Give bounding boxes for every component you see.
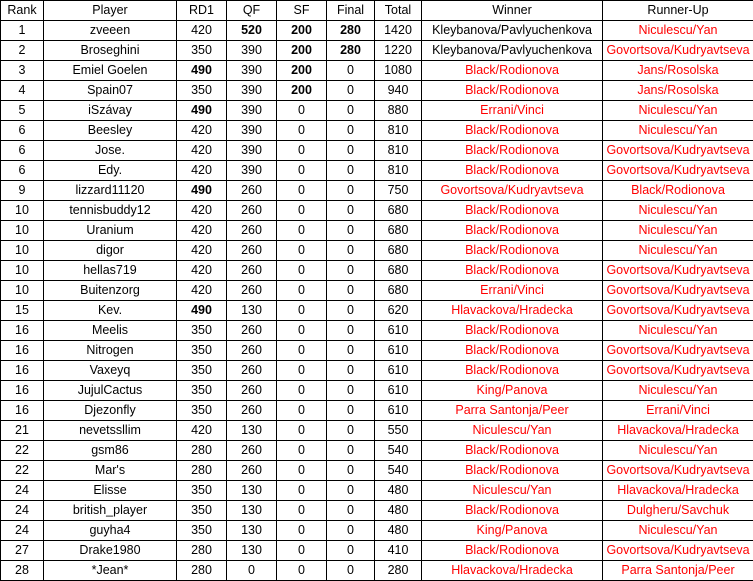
cell-rank: 27 (1, 541, 44, 561)
cell-rank: 6 (1, 161, 44, 181)
cell-final: 0 (327, 421, 375, 441)
cell-final: 0 (327, 561, 375, 581)
cell-final: 0 (327, 261, 375, 281)
cell-rd1: 350 (177, 521, 227, 541)
cell-sf: 0 (277, 301, 327, 321)
cell-player: british_player (44, 501, 177, 521)
cell-total: 680 (375, 261, 422, 281)
cell-final: 0 (327, 241, 375, 261)
cell-winner: Black/Rodionova (422, 541, 603, 561)
cell-final: 0 (327, 461, 375, 481)
cell-qf: 260 (227, 341, 277, 361)
cell-total: 750 (375, 181, 422, 201)
cell-total: 280 (375, 561, 422, 581)
cell-qf: 130 (227, 541, 277, 561)
cell-player: Edy. (44, 161, 177, 181)
cell-qf: 260 (227, 181, 277, 201)
table-row (1, 301, 753, 321)
header-final: Final (327, 1, 375, 21)
cell-sf: 0 (277, 101, 327, 121)
cell-player: Beesley (44, 121, 177, 141)
header-rank: Rank (1, 1, 44, 21)
cell-rd1: 490 (177, 61, 227, 81)
cell-qf: 260 (227, 361, 277, 381)
cell-qf: 0 (227, 561, 277, 581)
cell-qf: 260 (227, 281, 277, 301)
cell-sf: 0 (277, 421, 327, 441)
cell-final: 0 (327, 181, 375, 201)
cell-runner-up: Niculescu/Yan (603, 21, 753, 41)
table-row (1, 441, 753, 461)
cell-sf: 0 (277, 501, 327, 521)
table-row (1, 161, 753, 181)
cell-rd1: 350 (177, 341, 227, 361)
cell-runner-up: Govortsova/Kudryavtseva (603, 261, 753, 281)
table-row (1, 561, 753, 581)
cell-runner-up: Govortsova/Kudryavtseva (603, 141, 753, 161)
cell-rd1: 350 (177, 381, 227, 401)
cell-final: 0 (327, 321, 375, 341)
cell-final: 0 (327, 541, 375, 561)
cell-qf: 390 (227, 101, 277, 121)
cell-total: 1420 (375, 21, 422, 41)
table-row (1, 401, 753, 421)
cell-runner-up: Govortsova/Kudryavtseva (603, 541, 753, 561)
cell-final: 0 (327, 101, 375, 121)
cell-rank: 28 (1, 561, 44, 581)
cell-winner: Black/Rodionova (422, 201, 603, 221)
cell-player: Elisse (44, 481, 177, 501)
cell-runner-up: Niculescu/Yan (603, 381, 753, 401)
cell-rank: 16 (1, 381, 44, 401)
cell-player: tennisbuddy12 (44, 201, 177, 221)
cell-rd1: 280 (177, 441, 227, 461)
cell-qf: 260 (227, 441, 277, 461)
cell-player: Meelis (44, 321, 177, 341)
cell-sf: 200 (277, 61, 327, 81)
cell-rd1: 420 (177, 141, 227, 161)
cell-final: 0 (327, 221, 375, 241)
cell-rank: 24 (1, 501, 44, 521)
cell-player: guyha4 (44, 521, 177, 541)
cell-final: 0 (327, 361, 375, 381)
header-qf: QF (227, 1, 277, 21)
cell-total: 540 (375, 441, 422, 461)
cell-sf: 0 (277, 321, 327, 341)
cell-runner-up: Niculescu/Yan (603, 101, 753, 121)
table-row (1, 341, 753, 361)
cell-winner: Black/Rodionova (422, 261, 603, 281)
table-row (1, 281, 753, 301)
cell-player: lizzard11120 (44, 181, 177, 201)
cell-qf: 520 (227, 21, 277, 41)
cell-runner-up: Govortsova/Kudryavtseva (603, 341, 753, 361)
cell-runner-up: Errani/Vinci (603, 401, 753, 421)
cell-final: 280 (327, 21, 375, 41)
cell-final: 0 (327, 501, 375, 521)
cell-runner-up: Jans/Rosolska (603, 81, 753, 101)
table-row (1, 81, 753, 101)
table-row (1, 101, 753, 121)
table-row (1, 481, 753, 501)
table-row (1, 421, 753, 441)
cell-rank: 10 (1, 221, 44, 241)
cell-rank: 15 (1, 301, 44, 321)
table-row (1, 221, 753, 241)
cell-total: 480 (375, 521, 422, 541)
cell-sf: 0 (277, 201, 327, 221)
cell-player: Buitenzorg (44, 281, 177, 301)
cell-rd1: 350 (177, 321, 227, 341)
cell-winner: Black/Rodionova (422, 221, 603, 241)
table-body (1, 21, 753, 581)
cell-rank: 10 (1, 201, 44, 221)
cell-rd1: 350 (177, 361, 227, 381)
cell-sf: 0 (277, 361, 327, 381)
cell-qf: 260 (227, 201, 277, 221)
cell-winner: Black/Rodionova (422, 461, 603, 481)
cell-rank: 10 (1, 261, 44, 281)
cell-qf: 260 (227, 241, 277, 261)
cell-winner: Niculescu/Yan (422, 481, 603, 501)
cell-player: Nitrogen (44, 341, 177, 361)
cell-qf: 260 (227, 261, 277, 281)
cell-sf: 0 (277, 281, 327, 301)
table-row (1, 381, 753, 401)
cell-total: 410 (375, 541, 422, 561)
cell-runner-up: Hlavackova/Hradecka (603, 481, 753, 501)
cell-total: 1080 (375, 61, 422, 81)
cell-rank: 22 (1, 441, 44, 461)
table-row (1, 201, 753, 221)
cell-runner-up: Niculescu/Yan (603, 521, 753, 541)
cell-total: 620 (375, 301, 422, 321)
cell-total: 680 (375, 241, 422, 261)
cell-winner: Black/Rodionova (422, 161, 603, 181)
cell-final: 0 (327, 61, 375, 81)
cell-player: Vaxeyq (44, 361, 177, 381)
cell-sf: 0 (277, 161, 327, 181)
cell-rd1: 420 (177, 121, 227, 141)
cell-sf: 200 (277, 81, 327, 101)
cell-rank: 4 (1, 81, 44, 101)
table-row (1, 361, 753, 381)
cell-runner-up: Niculescu/Yan (603, 201, 753, 221)
cell-runner-up: Niculescu/Yan (603, 121, 753, 141)
cell-qf: 130 (227, 301, 277, 321)
cell-sf: 0 (277, 461, 327, 481)
header-row (1, 1, 753, 21)
cell-total: 680 (375, 221, 422, 241)
cell-player: Emiel Goelen (44, 61, 177, 81)
cell-rank: 2 (1, 41, 44, 61)
cell-rd1: 350 (177, 41, 227, 61)
cell-total: 610 (375, 401, 422, 421)
cell-rd1: 420 (177, 261, 227, 281)
cell-runner-up: Parra Santonja/Peer (603, 561, 753, 581)
cell-final: 0 (327, 401, 375, 421)
cell-rank: 16 (1, 341, 44, 361)
table-row (1, 121, 753, 141)
cell-winner: Black/Rodionova (422, 81, 603, 101)
header-player: Player (44, 1, 177, 21)
cell-final: 0 (327, 481, 375, 501)
cell-qf: 390 (227, 81, 277, 101)
cell-total: 1220 (375, 41, 422, 61)
cell-final: 0 (327, 161, 375, 181)
cell-sf: 0 (277, 401, 327, 421)
cell-rd1: 420 (177, 221, 227, 241)
table-row (1, 21, 753, 41)
cell-rank: 10 (1, 241, 44, 261)
cell-runner-up: Dulgheru/Savchuk (603, 501, 753, 521)
cell-total: 550 (375, 421, 422, 441)
cell-runner-up: Niculescu/Yan (603, 241, 753, 261)
cell-player: Broseghini (44, 41, 177, 61)
header-sf: SF (277, 1, 327, 21)
cell-sf: 0 (277, 221, 327, 241)
cell-qf: 130 (227, 501, 277, 521)
cell-player: gsm86 (44, 441, 177, 461)
cell-rd1: 490 (177, 301, 227, 321)
cell-qf: 390 (227, 61, 277, 81)
cell-rank: 21 (1, 421, 44, 441)
cell-total: 610 (375, 341, 422, 361)
cell-winner: Black/Rodionova (422, 501, 603, 521)
table-row (1, 501, 753, 521)
cell-final: 0 (327, 301, 375, 321)
cell-runner-up: Govortsova/Kudryavtseva (603, 301, 753, 321)
cell-qf: 130 (227, 521, 277, 541)
cell-runner-up: Govortsova/Kudryavtseva (603, 461, 753, 481)
cell-sf: 200 (277, 21, 327, 41)
cell-total: 680 (375, 281, 422, 301)
cell-final: 0 (327, 341, 375, 361)
cell-winner: Hlavackova/Hradecka (422, 301, 603, 321)
cell-player: zveeen (44, 21, 177, 41)
cell-final: 0 (327, 281, 375, 301)
table-row (1, 461, 753, 481)
cell-sf: 0 (277, 141, 327, 161)
cell-player: Kev. (44, 301, 177, 321)
cell-rd1: 350 (177, 401, 227, 421)
cell-winner: Black/Rodionova (422, 121, 603, 141)
cell-final: 0 (327, 441, 375, 461)
cell-sf: 200 (277, 41, 327, 61)
table-row (1, 321, 753, 341)
cell-sf: 0 (277, 381, 327, 401)
cell-rd1: 420 (177, 161, 227, 181)
cell-final: 0 (327, 521, 375, 541)
cell-runner-up: Niculescu/Yan (603, 321, 753, 341)
cell-winner: Black/Rodionova (422, 361, 603, 381)
cell-total: 610 (375, 381, 422, 401)
cell-rd1: 420 (177, 241, 227, 261)
cell-final: 0 (327, 81, 375, 101)
cell-player: Jose. (44, 141, 177, 161)
cell-rd1: 420 (177, 281, 227, 301)
cell-qf: 260 (227, 401, 277, 421)
cell-runner-up: Govortsova/Kudryavtseva (603, 161, 753, 181)
cell-qf: 390 (227, 141, 277, 161)
header-total: Total (375, 1, 422, 21)
cell-rank: 3 (1, 61, 44, 81)
cell-rank: 6 (1, 141, 44, 161)
table-row (1, 41, 753, 61)
cell-winner: Black/Rodionova (422, 241, 603, 261)
cell-rd1: 420 (177, 421, 227, 441)
cell-rd1: 280 (177, 461, 227, 481)
cell-rd1: 490 (177, 181, 227, 201)
cell-rd1: 420 (177, 201, 227, 221)
cell-final: 0 (327, 141, 375, 161)
cell-player: *Jean* (44, 561, 177, 581)
cell-player: Djezonfly (44, 401, 177, 421)
cell-sf: 0 (277, 121, 327, 141)
cell-total: 940 (375, 81, 422, 101)
cell-sf: 0 (277, 241, 327, 261)
cell-rd1: 350 (177, 481, 227, 501)
table-row (1, 261, 753, 281)
cell-rank: 16 (1, 361, 44, 381)
cell-sf: 0 (277, 481, 327, 501)
cell-runner-up: Niculescu/Yan (603, 441, 753, 461)
cell-total: 480 (375, 481, 422, 501)
cell-total: 810 (375, 161, 422, 181)
cell-winner: Errani/Vinci (422, 281, 603, 301)
cell-runner-up: Niculescu/Yan (603, 221, 753, 241)
cell-total: 810 (375, 121, 422, 141)
cell-rank: 22 (1, 461, 44, 481)
table-row (1, 61, 753, 81)
cell-rank: 16 (1, 321, 44, 341)
cell-player: Spain07 (44, 81, 177, 101)
cell-qf: 260 (227, 321, 277, 341)
cell-player: digor (44, 241, 177, 261)
cell-runner-up: Govortsova/Kudryavtseva (603, 41, 753, 61)
cell-final: 280 (327, 41, 375, 61)
cell-winner: King/Panova (422, 521, 603, 541)
cell-sf: 0 (277, 341, 327, 361)
cell-winner: Black/Rodionova (422, 341, 603, 361)
cell-player: Uranium (44, 221, 177, 241)
cell-qf: 260 (227, 461, 277, 481)
cell-winner: King/Panova (422, 381, 603, 401)
cell-rank: 16 (1, 401, 44, 421)
table-row (1, 181, 753, 201)
cell-rd1: 350 (177, 501, 227, 521)
cell-rank: 6 (1, 121, 44, 141)
cell-winner: Kleybanova/Pavlyuchenkova (422, 21, 603, 41)
cell-rank: 10 (1, 281, 44, 301)
cell-winner: Black/Rodionova (422, 61, 603, 81)
cell-player: hellas719 (44, 261, 177, 281)
header-rd1: RD1 (177, 1, 227, 21)
cell-qf: 390 (227, 121, 277, 141)
cell-qf: 260 (227, 221, 277, 241)
cell-rd1: 350 (177, 81, 227, 101)
header-runner-up: Runner-Up (603, 1, 753, 21)
cell-total: 610 (375, 361, 422, 381)
cell-total: 880 (375, 101, 422, 121)
cell-qf: 130 (227, 421, 277, 441)
cell-qf: 390 (227, 161, 277, 181)
cell-final: 0 (327, 201, 375, 221)
cell-sf: 0 (277, 261, 327, 281)
cell-rank: 1 (1, 21, 44, 41)
cell-player: Drake1980 (44, 541, 177, 561)
cell-runner-up: Jans/Rosolska (603, 61, 753, 81)
header-winner: Winner (422, 1, 603, 21)
cell-total: 680 (375, 201, 422, 221)
table-row (1, 521, 753, 541)
cell-rank: 9 (1, 181, 44, 201)
cell-player: iSzávay (44, 101, 177, 121)
cell-total: 610 (375, 321, 422, 341)
cell-rd1: 420 (177, 21, 227, 41)
cell-total: 480 (375, 501, 422, 521)
cell-winner: Black/Rodionova (422, 441, 603, 461)
table-row (1, 241, 753, 261)
cell-winner: Black/Rodionova (422, 141, 603, 161)
cell-rank: 24 (1, 521, 44, 541)
cell-rank: 5 (1, 101, 44, 121)
cell-winner: Hlavackova/Hradecka (422, 561, 603, 581)
cell-player: Mar's (44, 461, 177, 481)
cell-runner-up: Govortsova/Kudryavtseva (603, 361, 753, 381)
cell-winner: Black/Rodionova (422, 321, 603, 341)
cell-rd1: 280 (177, 561, 227, 581)
cell-sf: 0 (277, 441, 327, 461)
cell-runner-up: Govortsova/Kudryavtseva (603, 281, 753, 301)
cell-qf: 130 (227, 481, 277, 501)
cell-qf: 390 (227, 41, 277, 61)
cell-runner-up: Hlavackova/Hradecka (603, 421, 753, 441)
cell-final: 0 (327, 381, 375, 401)
cell-player: JujulCactus (44, 381, 177, 401)
cell-sf: 0 (277, 561, 327, 581)
table-row (1, 541, 753, 561)
cell-runner-up: Black/Rodionova (603, 181, 753, 201)
cell-sf: 0 (277, 541, 327, 561)
cell-winner: Parra Santonja/Peer (422, 401, 603, 421)
cell-final: 0 (327, 121, 375, 141)
cell-rd1: 490 (177, 101, 227, 121)
cell-player: nevetssllim (44, 421, 177, 441)
cell-winner: Niculescu/Yan (422, 421, 603, 441)
cell-qf: 260 (227, 381, 277, 401)
cell-winner: Errani/Vinci (422, 101, 603, 121)
cell-sf: 0 (277, 521, 327, 541)
cell-rd1: 280 (177, 541, 227, 561)
cell-sf: 0 (277, 181, 327, 201)
cell-winner: Govortsova/Kudryavtseva (422, 181, 603, 201)
cell-winner: Kleybanova/Pavlyuchenkova (422, 41, 603, 61)
cell-rank: 24 (1, 481, 44, 501)
table-row (1, 141, 753, 161)
cell-total: 540 (375, 461, 422, 481)
cell-total: 810 (375, 141, 422, 161)
